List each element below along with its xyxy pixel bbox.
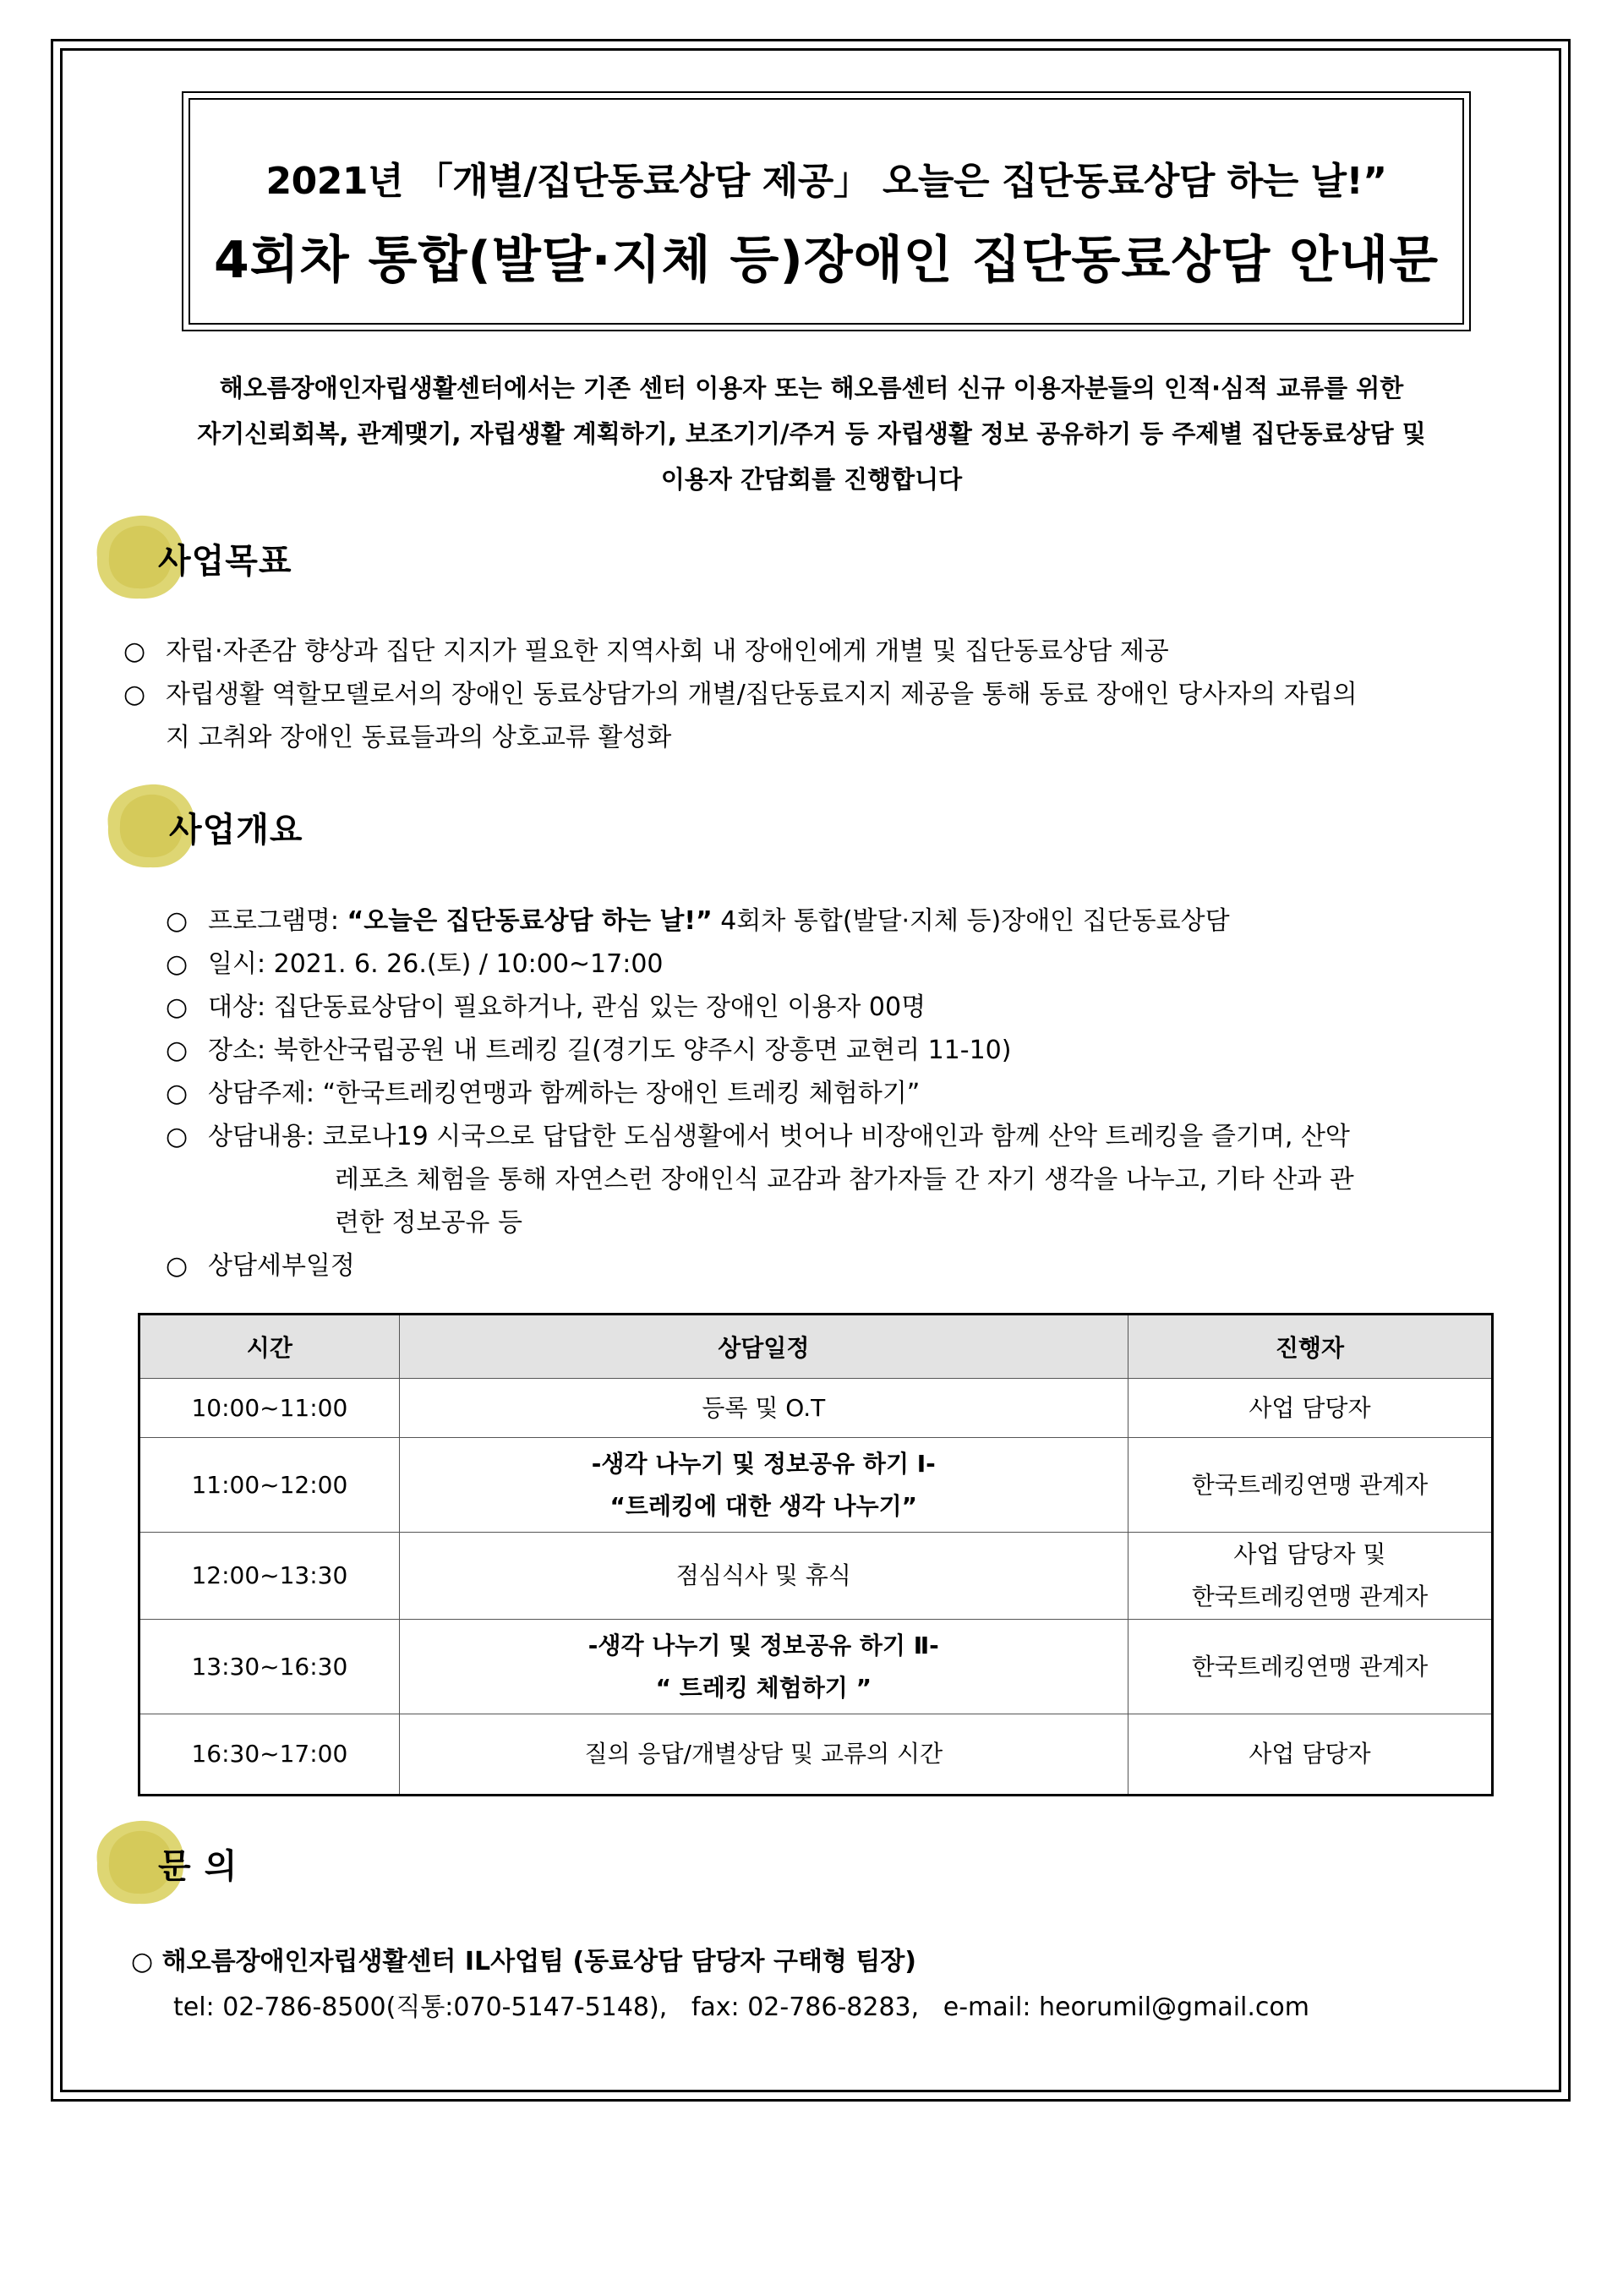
program-cell: 점심식사 및 휴식: [399, 1533, 1128, 1620]
host-cell: 사업 담당자: [1128, 1379, 1492, 1438]
time-cell: 10:00~11:00: [139, 1379, 400, 1438]
list-item: ○ 상담주제: “한국트레킹연맹과 함께하는 장애인 트레킹 체험하기”: [166, 1072, 1552, 1115]
circle-bullet-icon: ○: [166, 1122, 189, 1151]
list-item: ○ 상담내용: 코로나19 시국으로 답답한 도심생활에서 벗어나 비장애인과 함께 산악 트레킹을 즐기며, 산악 레포츠 체험을 통해 자연스런 장애인식 교감과 참가자들 간 자기 생각을 나누고, 기타 산과 관 련한 정보공유 등: [166, 1115, 1552, 1244]
circle-bullet-icon: ○: [123, 680, 146, 709]
table-row: [139, 1533, 1493, 1620]
time-cell: 16:30~17:00: [139, 1714, 400, 1796]
time-cell: 13:30~16:30: [139, 1620, 400, 1714]
page-title: 4회차 통합(발달·지체 등)장애인 집단동료상담 안내문: [213, 231, 1440, 290]
list-item: ○ 자립생활 역할모델로서의 장애인 동료상담가의 개별/집단동료지지 제공을 통해 동료 장애인 당사자의 자립의 지 고취와 장애인 동료들과의 상호교류 활성화: [123, 673, 1544, 759]
schedule-table: [138, 1313, 1494, 1796]
program-cell: 등록 및 O.T: [399, 1379, 1128, 1438]
table-row: [139, 1438, 1493, 1533]
list-item: ○ 프로그램명: “오늘은 집단동료상담 하는 날!” 4회차 통합(발달·지체 등)장애인 집단동료상담: [166, 899, 1552, 943]
section-goals-heading: [89, 511, 427, 604]
section-contact-heading: [89, 1816, 427, 1909]
list-item: ○ 자립·자존감 향상과 집단 지지가 필요한 지역사회 내 장애인에게 개별 및 집단동료상담 제공: [123, 630, 1544, 673]
overview-list: [166, 899, 1552, 1287]
section-overview-heading: [100, 779, 438, 872]
intro-line: 해오름장애인자립생활센터에서는 기존 센터 이용자 또는 해오름센터 신규 이용자분들의 인적·심적 교류를 위한: [219, 374, 1404, 402]
goals-list: [123, 630, 1544, 759]
table-row: [139, 1620, 1493, 1714]
circle-bullet-icon: ○: [123, 637, 146, 666]
program-cell: -생각 나누기 및 정보공유 하기 Ⅱ- “ 트레킹 체험하기 ”: [399, 1620, 1128, 1714]
time-cell: 12:00~13:30: [139, 1533, 400, 1620]
section-title: 사업목표: [158, 542, 292, 581]
column-header-host: 진행자: [1128, 1315, 1492, 1379]
contact-block: [131, 1939, 1309, 2031]
program-cell: -생각 나누기 및 정보공유 하기 Ⅰ- “트레킹에 대한 생각 나누기”: [399, 1438, 1128, 1533]
intro-line: 이용자 간담회를 진행합니다: [660, 465, 963, 494]
circle-bullet-icon: ○: [166, 1251, 189, 1281]
title-subtitle: 2021년 「개별/집단동료상담 제공」 오늘은 집단동료상담 하는 날!”: [265, 160, 1387, 203]
list-item: ○ 상담세부일정: [166, 1244, 1552, 1287]
section-title: 사업개요: [169, 811, 303, 850]
program-cell: 질의 응답/개별상담 및 교류의 시간: [399, 1714, 1128, 1796]
host-cell: 사업 담당자: [1128, 1714, 1492, 1796]
contact-details: tel: 02-786-8500(직통:070-5147-5148), fax: 02-786-8283, e-mail: heorumil@gmail.com: [173, 1993, 1309, 2022]
circle-bullet-icon: ○: [131, 1947, 154, 1976]
host-cell: 한국트레킹연맹 관계자: [1128, 1438, 1492, 1533]
title-box: [182, 91, 1471, 331]
list-item: ○ 대상: 집단동료상담이 필요하거나, 관심 있는 장애인 이용자 00명: [166, 986, 1552, 1029]
contact-org: ○ 해오름장애인자립생활센터 IL사업팀 (동료상담 담당자 구태형 팀장): [131, 1947, 917, 1976]
host-cell: 한국트레킹연맹 관계자: [1128, 1620, 1492, 1714]
list-item: ○ 장소: 북한산국립공원 내 트레킹 길(경기도 양주시 장흥면 교현리 11-10): [166, 1029, 1552, 1072]
circle-bullet-icon: ○: [166, 992, 189, 1022]
title-inner-box: [189, 98, 1464, 325]
circle-bullet-icon: ○: [166, 1036, 189, 1065]
circle-bullet-icon: ○: [166, 949, 189, 979]
circle-bullet-icon: ○: [166, 1079, 189, 1108]
table-row: [139, 1714, 1493, 1796]
column-header-program: 상담일정: [399, 1315, 1128, 1379]
table-header-row: [139, 1315, 1493, 1379]
column-header-time: 시간: [139, 1315, 400, 1379]
section-title: 문 의: [158, 1847, 238, 1886]
host-cell: 사업 담당자 및 한국트레킹연맹 관계자: [1128, 1533, 1492, 1620]
table-row: [139, 1379, 1493, 1438]
intro-line: 자기신뢰회복, 관계맺기, 자립생활 계획하기, 보조기기/주거 등 자립생활 정보 공유하기 등 주제별 집단동료상담 및: [197, 419, 1426, 448]
list-item: ○ 일시: 2021. 6. 26.(토) / 10:00~17:00: [166, 943, 1552, 986]
circle-bullet-icon: ○: [166, 906, 189, 936]
time-cell: 11:00~12:00: [139, 1438, 400, 1533]
intro-paragraph: [85, 365, 1538, 502]
